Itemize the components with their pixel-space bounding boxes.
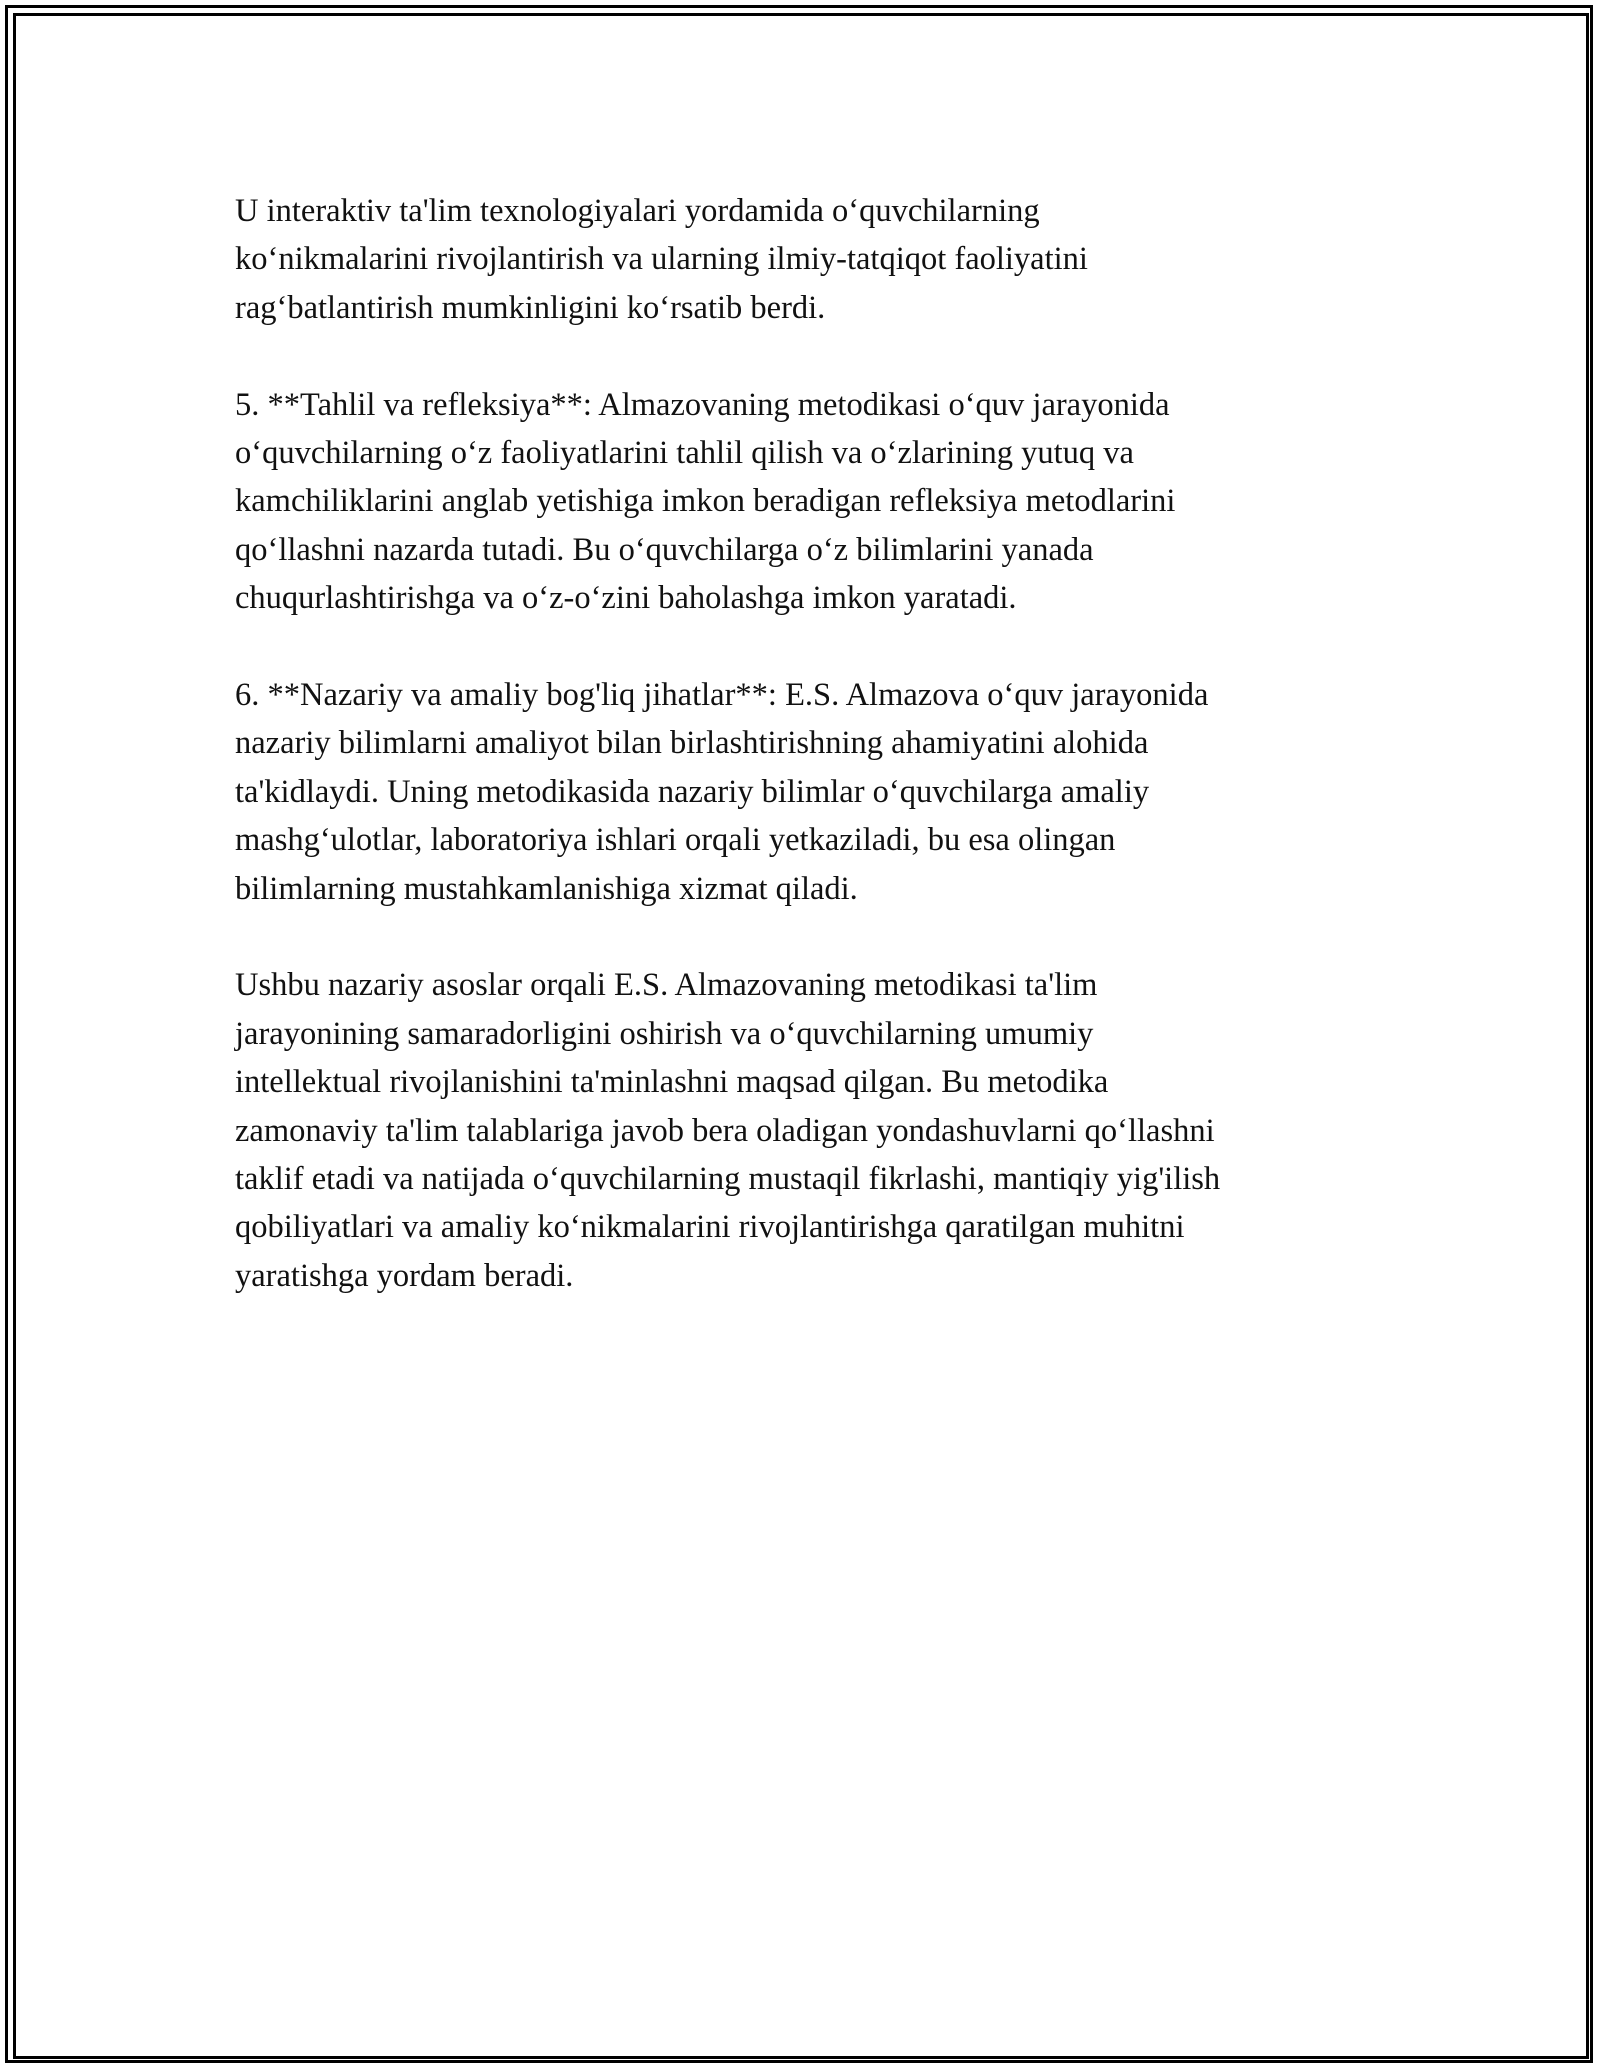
paragraph-item-5-reflection: 5. **Tahlil va refleksiya**: Almazovaning metodikasi o‘quv jarayonida o‘quvchilarning o‘z faoliyatlarini tahlil qilish va o‘zlarining yutuq va kamchiliklarini anglab yetishiga imkon beradigan refleksiya metodlarini qo‘llashni nazarda tutadi. Bu o‘quvchilarga o‘z bilimlarini yanada chuqurlashtirishga va o‘z-o‘zini baholashga imkon yaratadi.	[235, 386, 1176, 617]
document-body	[235, 187, 1365, 1349]
paragraph-intro: U interaktiv ta'lim texnologiyalari yordamida o‘quvchilarning ko‘nikmalarini rivojlantirish va ularning ilmiy-tatqiqot faoliyatini rag‘batlantirish mumkinligini ko‘rsatib berdi.	[235, 193, 1088, 326]
paragraph-conclusion: Ushbu nazariy asoslar orqali E.S. Almazovaning metodikasi ta'lim jarayonining samaradorligini oshirish va o‘quvchilarning umumiy intellektual rivojlanishini ta'minlashni maqsad qilgan. Bu metodika zamonaviy ta'lim talablariga javob bera oladigan yondashuvlarni qo‘llashni taklif etadi va natijada o‘quvchilarning mustaqil fikrlashi, mantiqiy yig'ilish qobiliyatlari va amaliy ko‘nikmalarini rivojlantirishga qaratilgan muhitni yaratishga yordam beradi.	[235, 967, 1221, 1294]
paragraph-item-6-theory-practice: 6. **Nazariy va amaliy bog'liq jihatlar**: E.S. Almazova o‘quv jarayonida nazariy bilimlarni amaliyot bilan birlashtirishning ahamiyatini alohida ta'kidlaydi. Uning metodikasida nazariy bilimlar o‘quvchilarga amaliy mashg‘ulotlar, laboratoriya ishlari orqali yetkaziladi, bu esa olingan bilimlarning mustahkamlanishiga xizmat qiladi.	[235, 677, 1209, 907]
